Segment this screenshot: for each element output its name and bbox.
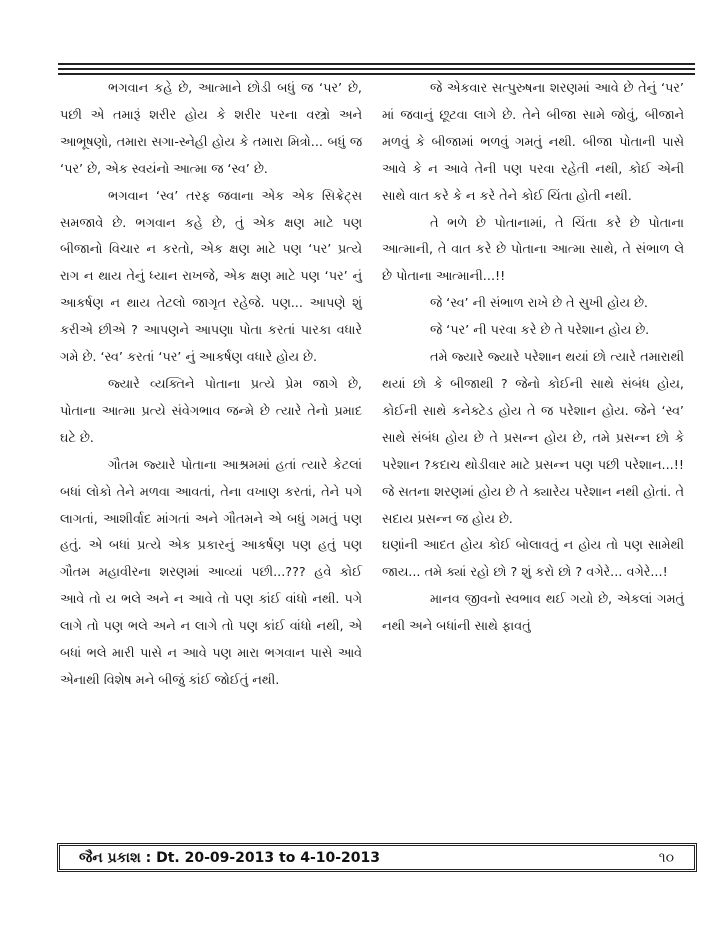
page-number: ૧૦ [658, 850, 674, 866]
paragraph: માનવ જીવનો સ્વભાવ થઈ ગયો છે, એકલાં ગમતું નથી અને બધાંની સાથે ફાવતું [382, 592, 684, 635]
paragraph: ભગવાન કહે છે, આત્માને છોડી બધું જ ‘પર’ છે, પછી એ તમારૂં શરીર હોય કે શરીર પરના વસ્ત્રો અને આભૂષણો, તમારા સગા-સ્નેહી હોય કે તમારા મિત્રો... બધું જ ‘પર’ છે, એક સ્વયંનો આત્મા જ ‘સ્વ’ છે. [60, 81, 362, 177]
header-rule [58, 68, 695, 70]
paragraph: જે ‘સ્વ’ ની સંભાળ રાખે છે તે સુખી હોય છે. [430, 296, 649, 312]
paragraph: તે ભળે છે પોતાનામાં, તે ચિંતા કરે છે પોતાના આત્માની, તે વાત કરે છે પોતાના આત્મા સાથે, તે સંભાળ લે છે પોતાના આત્માની...!! [382, 215, 684, 285]
left-text-column [60, 76, 362, 695]
paragraph: જે ‘પર’ ની પરવા કરે છે તે પરેશાન હોય છે. [430, 323, 650, 339]
header-rule [58, 73, 695, 75]
publication-info: જૈન પ્રકાશ : Dt. 20-09-2013 to 4-10-2013 [79, 850, 381, 866]
right-text-column [382, 76, 684, 641]
paragraph: ઘણાંની આદત હોય કોઈ બોલાવતું ન હોય તો પણ સામેથી જાય... તમે ક્યાં રહો છો ? શું કરો છો ? વગેરે... વગેરે...! [382, 538, 684, 581]
header-rule [58, 63, 695, 65]
paragraph: ગૌતમ જ્યારે પોતાના આશ્રમમાં હતાં ત્યારે કેટલાં બધાં લોકો તેને મળવા આવતાં, તેના વખાણ કરતાં, તેને પગે લાગતાં, આશીર્વાદ માંગતાં અને ગૌતમને એ બધું ગમતું પણ હતું. એ બધાં પ્રત્યે એક પ્રકારનું આકર્ષણ પણ હતું પણ ગૌતમ મહાવીરના શરણમાં આવ્યાં પછી...??? હવે કોઈ આવે તો ય ભલે અને ન આવે તો પણ કાંઈ વાંધો નથી. પગે લાગે તો પણ ભલે અને ન લાગે તો પણ કાંઈ વાંધો નથી, એ બધાં ભલે મારી પાસે ન આવે પણ મારા ભગવાન પાસે આવે એનાથી વિશેષ મને બીજું કાંઈ જોઈતું નથી. [60, 457, 362, 688]
paragraph: જે એકવાર સત્પુરુષના શરણમાં આવે છે તેનું ‘પર’ માં જવાનું છૂટવા લાગે છે. તેને બીજા સામે જોવું, બીજાને મળવું કે બીજામાં ભળવું ગમતું નથી. બીજા પોતાની પાસે આવે કે ન આવે તેની પણ પરવા રહેતી નથી, કોઈ એની સાથે વાત કરે કે ન કરે તેને કોઈ ચિંતા હોતી નથી. [382, 81, 684, 204]
paragraph: જ્યારે વ્યક્તિને પોતાના પ્રત્યે પ્રેમ જાગે છે, પોતાના આત્મા પ્રત્યે સંવેગભાવ જન્મે છે ત્યારે તેનો પ્રમાદ ઘટે છે. [60, 376, 362, 446]
paragraph: ભગવાન ‘સ્વ’ તરફ જવાના એક એક સિક્રેટ્સ સમજાવે છે. ભગવાન કહે છે, તું એક ક્ષણ માટે પણ બીજાનો વિચાર ન કરતો, એક ક્ષણ માટે પણ ‘પર’ પ્રત્યે રાગ ન થાય તેનું ધ્યાન રાખજે, એક ક્ષણ માટે પણ ‘પર’ નું આકર્ષણ ન થાય તેટલો જાગૃત રહેજે. પણ... આપણે શું કરીએ છીએ ? આપણને આપણા પોતા કરતાં પારકા વધારે ગમે છે. ‘સ્વ’ કરતાં ‘પર’ નું આકર્ષણ વધારે હોય છે. [60, 188, 362, 366]
paragraph: તમે જ્યારે જ્યારે પરેશાન થયાં છો ત્યારે તમારાથી થયાં છો કે બીજાથી ? જેનો કોઈની સાથે સંબંધ હોય, કોઈની સાથે કનેક્ટેડ હોય તે જ પરેશાન હોય. જેને ‘સ્વ’ સાથે સંબંધ હોય છે તે પ્રસન્ન હોય છે, તમે પ્રસન્ન છો કે પરેશાન ?કદાચ થોડીવાર માટે પ્રસન્ન પણ પછી પરેશાન...!! જે સતના શરણમાં હોય છે તે ક્યારેય પરેશાન નથી હોતાં. તે સદાય પ્રસન્ન જ હોય છે. [382, 350, 684, 527]
page-footer [57, 843, 697, 872]
